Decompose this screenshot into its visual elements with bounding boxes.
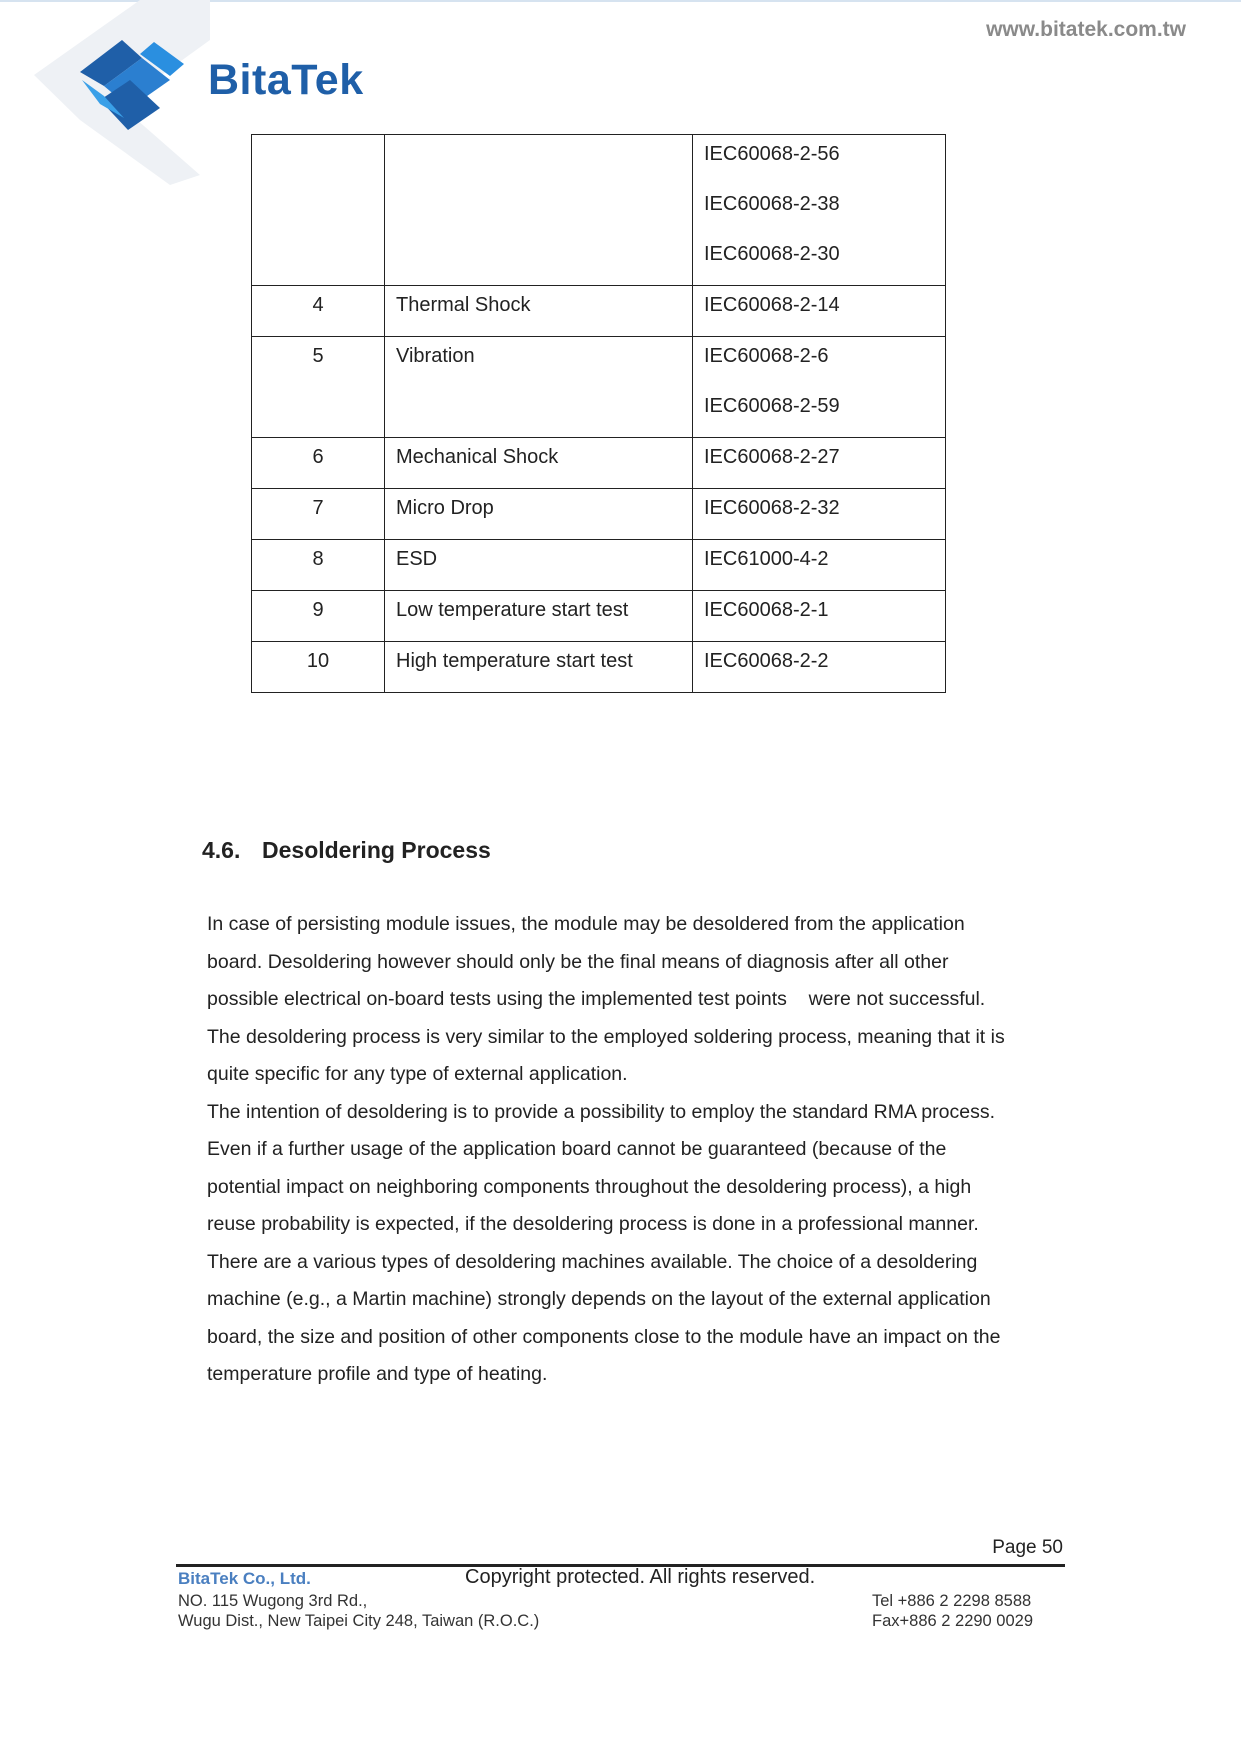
standard-code: IEC61000-4-2 xyxy=(704,548,829,570)
standard-code: IEC60068-2-59 xyxy=(704,395,840,417)
footer-address-line1: NO. 115 Wugong 3rd Rd., xyxy=(178,1592,368,1610)
row-number: 8 xyxy=(312,548,324,570)
cell-number xyxy=(252,642,385,693)
logo-mark-icon xyxy=(20,0,210,190)
standard-code: IEC60068-2-56 xyxy=(704,143,840,165)
website-url: www.bitatek.com.tw xyxy=(986,18,1186,41)
paragraph-line: possible electrical on-board tests using the implemented test points were not successful. xyxy=(207,988,986,1010)
paragraph-line: board. Desoldering however should only be the final means of diagnosis after all other xyxy=(207,950,949,973)
cell-test-item xyxy=(385,438,693,489)
cell-standards xyxy=(693,642,946,693)
cell-standards xyxy=(693,438,946,489)
cell-number xyxy=(252,135,385,286)
test-item: Low temperature start test xyxy=(396,599,629,621)
row-number: 10 xyxy=(306,650,330,672)
table-row xyxy=(252,135,946,286)
standard-code: IEC60068-2-2 xyxy=(704,650,829,672)
cell-standards xyxy=(693,591,946,642)
table-row xyxy=(252,286,946,337)
paragraph-line: reuse probability is expected, if the desoldering process is done in a professional manner. xyxy=(207,1213,979,1235)
standard-code: IEC60068-2-6 xyxy=(704,345,829,367)
cell-test-item xyxy=(385,337,693,438)
row-number: 4 xyxy=(312,294,324,316)
footer-company: BitaTek Co., Ltd. xyxy=(178,1569,311,1588)
standard-code: IEC60068-2-38 xyxy=(704,193,840,215)
paragraph-line: The desoldering process is very similar to the employed soldering process, meaning that it is xyxy=(207,1025,1005,1048)
test-item: High temperature start test xyxy=(396,650,633,672)
footer-address-line2: Wugu Dist., New Taipei City 248, Taiwan (R.O.C.) xyxy=(178,1612,540,1630)
cell-standards xyxy=(693,286,946,337)
test-item: Mechanical Shock xyxy=(396,446,559,468)
cell-number xyxy=(252,540,385,591)
section-number: 4.6. xyxy=(202,837,241,863)
test-item xyxy=(396,135,692,185)
paragraph-line: board, the size and position of other components close to the module have an impact on the xyxy=(207,1325,1001,1348)
paragraph-line: temperature profile and type of heating. xyxy=(207,1363,548,1385)
table-row xyxy=(252,337,946,438)
cell-test-item xyxy=(385,135,693,286)
footer-tel: Tel +886 2 2298 8588 xyxy=(872,1592,1032,1610)
section-body xyxy=(207,906,1087,1394)
row-number: 9 xyxy=(312,599,324,621)
row-number: 7 xyxy=(312,497,324,519)
standard-code: IEC60068-2-1 xyxy=(704,599,829,621)
standard-code: IEC60068-2-30 xyxy=(704,243,840,265)
paragraph-line: There are a various types of desoldering machines available. The choice of a desoldering xyxy=(207,1250,978,1273)
paragraph-line: quite specific for any type of external application. xyxy=(207,1063,628,1085)
cell-test-item xyxy=(385,591,693,642)
cell-test-item xyxy=(385,642,693,693)
table-row xyxy=(252,591,946,642)
table-row xyxy=(252,540,946,591)
row-number: 5 xyxy=(312,345,324,367)
cell-standards xyxy=(693,337,946,438)
standard-code: IEC60068-2-27 xyxy=(704,446,840,468)
cell-number xyxy=(252,489,385,540)
section-heading xyxy=(202,837,491,864)
paragraph-line: machine (e.g., a Martin machine) strongly depends on the layout of the external application xyxy=(207,1288,991,1310)
footer-copyright: Copyright protected. All rights reserved. xyxy=(465,1566,816,1588)
cell-number xyxy=(252,286,385,337)
cell-test-item xyxy=(385,489,693,540)
cell-standards xyxy=(693,489,946,540)
page-number: Page 50 xyxy=(992,1537,1063,1558)
section-title: Desoldering Process xyxy=(262,837,491,863)
test-item: Thermal Shock xyxy=(396,294,531,316)
paragraph-line: The intention of desoldering is to provide a possibility to employ the standard RMA process. xyxy=(207,1100,996,1123)
table-row xyxy=(252,489,946,540)
cell-test-item xyxy=(385,540,693,591)
table-row xyxy=(252,642,946,693)
paragraph-line: Even if a further usage of the application board cannot be guaranteed (because of the xyxy=(207,1138,947,1160)
cell-test-item xyxy=(385,286,693,337)
test-item: ESD xyxy=(396,548,438,570)
paragraph-line: potential impact on neighboring components throughout the desoldering process), a high xyxy=(207,1175,972,1198)
cell-number xyxy=(252,337,385,438)
table-row xyxy=(252,438,946,489)
bitatek-logo xyxy=(20,0,210,195)
test-item: Micro Drop xyxy=(396,497,494,519)
standard-code: IEC60068-2-14 xyxy=(704,294,840,316)
test-item: Vibration xyxy=(396,345,475,367)
brand-name: BitaTek xyxy=(208,56,364,104)
footer-fax: Fax+886 2 2290 0029 xyxy=(872,1612,1034,1630)
row-number xyxy=(252,135,384,185)
row-number: 6 xyxy=(312,446,324,468)
paragraph-line: In case of persisting module issues, the module may be desoldered from the application xyxy=(207,913,965,935)
cell-number xyxy=(252,438,385,489)
test-standards-table xyxy=(251,134,946,693)
cell-standards xyxy=(693,135,946,286)
cell-standards xyxy=(693,540,946,591)
standard-code: IEC60068-2-32 xyxy=(704,497,840,519)
cell-number xyxy=(252,591,385,642)
